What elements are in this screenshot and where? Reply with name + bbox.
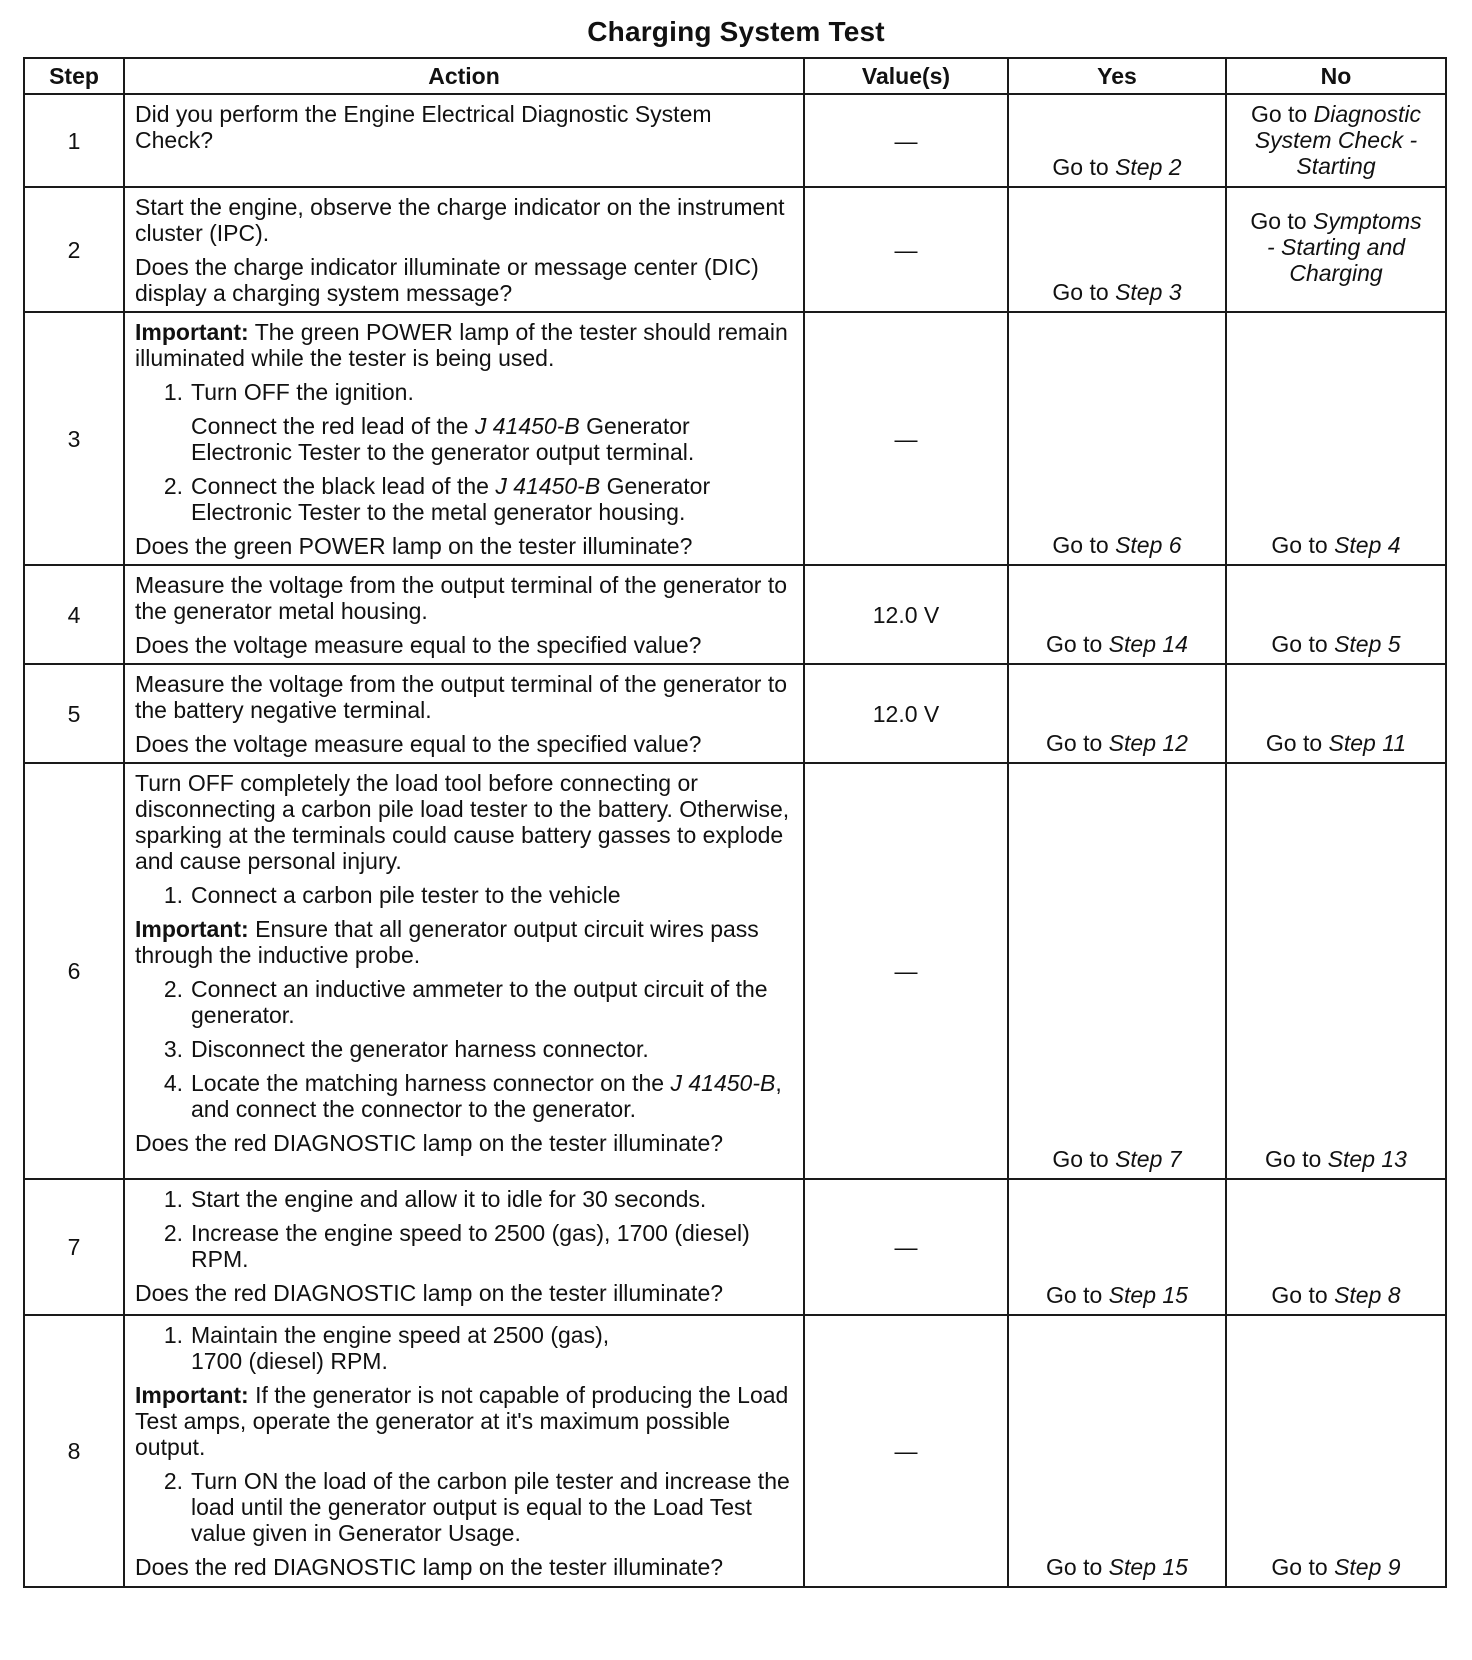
yes-step-link[interactable]: Step 2 (1115, 154, 1182, 180)
important-label: Important: (135, 319, 249, 345)
value-cell: — (804, 1315, 1008, 1587)
yes-step-link[interactable]: Step 15 (1108, 1282, 1188, 1308)
important-label: Important: (135, 1382, 249, 1408)
yes-step-link[interactable]: Step 7 (1115, 1146, 1182, 1172)
no-step-link[interactable]: Step 13 (1327, 1146, 1407, 1172)
yes-cell (1008, 763, 1226, 1179)
list-number: 1. (163, 1322, 183, 1348)
list-item: Increase the engine speed to 2500 (gas), 1700 (diesel) RPM. (191, 1220, 750, 1272)
table-row (24, 1315, 1446, 1587)
action-cell (124, 187, 804, 312)
tool-name: J 41450-B (474, 413, 580, 439)
list-item-text: Generator Electronic Tester to the generator output terminal. (191, 413, 695, 465)
go-to-label: Go to (1265, 730, 1323, 756)
value-cell: — (804, 1179, 1008, 1315)
list-item: Turn OFF the ignition. (191, 379, 414, 405)
list-item: Connect a carbon pile tester to the vehicle (191, 882, 621, 908)
action-question: Does the charge indicator illuminate or message center (DIC) display a charging system message? (135, 254, 759, 306)
list-item: Start the engine and allow it to idle for 30 seconds. (191, 1186, 707, 1212)
step-number: 3 (24, 312, 124, 565)
no-step-link[interactable]: Step 4 (1334, 532, 1401, 558)
list-number: 1. (163, 379, 183, 405)
header-row (24, 58, 1446, 94)
step-number: 1 (24, 94, 124, 187)
no-cell (1226, 565, 1446, 664)
list-item: Disconnect the generator harness connector. (191, 1036, 649, 1062)
action-text: Did you perform the Engine Electrical Diagnostic System Check? (135, 101, 712, 153)
step-number: 6 (24, 763, 124, 1179)
yes-step-link[interactable]: Step 14 (1108, 631, 1188, 657)
no-step-link[interactable]: Step 9 (1334, 1554, 1401, 1580)
list-item-text: Maintain the engine speed at 2500 (gas), (191, 1322, 610, 1348)
go-to-label: Go to (1271, 1554, 1328, 1580)
action-text: Measure the voltage from the output terminal of the generator to the generator metal housing. (135, 572, 788, 624)
header-action: Action (124, 58, 804, 94)
go-to-label: Go to (1052, 279, 1109, 305)
header-values: Value(s) (804, 58, 1008, 94)
go-to-label: Go to (1250, 207, 1307, 234)
go-to-label: Go to (1265, 1146, 1322, 1172)
no-cell (1226, 187, 1446, 312)
list-number: 4. (163, 1070, 183, 1096)
step-number: 5 (24, 664, 124, 763)
list-item-text: Connect the red lead of the (191, 413, 469, 439)
yes-step-link[interactable]: Step 15 (1108, 1554, 1188, 1580)
yes-cell (1008, 187, 1226, 312)
warning-text: Turn OFF completely the load tool before connecting or disconnecting a carbon pile load tester to the battery. Otherwise, sparking at the terminals could cause battery gasses to explode and cause personal injury. (135, 770, 790, 874)
action-question: Does the red DIAGNOSTIC lamp on the tester illuminate? (135, 1280, 724, 1306)
list-item: Connect an inductive ammeter to the output circuit of the generator. (191, 976, 768, 1028)
go-to-label: Go to (1250, 101, 1308, 127)
step-number: 7 (24, 1179, 124, 1315)
go-to-label: Go to (1046, 631, 1103, 657)
step-number: 8 (24, 1315, 124, 1587)
value-cell: — (804, 187, 1008, 312)
list-number: 2. (163, 1220, 183, 1246)
important-text: The green POWER lamp of the tester should remain illuminated while the tester is being used. (135, 319, 788, 371)
action-cell (124, 94, 804, 187)
list-item-text: Connect the black lead of the (191, 473, 489, 499)
yes-cell (1008, 94, 1226, 187)
action-cell (124, 1315, 804, 1587)
no-cell (1226, 763, 1446, 1179)
action-question: Does the red DIAGNOSTIC lamp on the tester illuminate? (135, 1554, 724, 1580)
list-number: 2. (163, 1468, 183, 1494)
list-item-text: Generator Electronic Tester to the metal generator housing. (191, 473, 711, 525)
list-number: 1. (163, 882, 183, 908)
go-to-label: Go to (1046, 1554, 1103, 1580)
list-item: Turn ON the load of the carbon pile tester and increase the load until the generator output is equal to the Load Test value given in Generator Usage. (191, 1468, 790, 1546)
yes-cell (1008, 565, 1226, 664)
yes-cell (1008, 312, 1226, 565)
action-question: Does the green POWER lamp on the tester illuminate? (135, 533, 693, 559)
table-row (24, 312, 1446, 565)
value-cell: — (804, 94, 1008, 187)
action-cell (124, 565, 804, 664)
yes-cell (1008, 1179, 1226, 1315)
value-cell: 12.0 V (804, 664, 1008, 763)
table-row (24, 565, 1446, 664)
action-question: Does the voltage measure equal to the specified value? (135, 731, 702, 757)
list-number: 3. (163, 1036, 183, 1062)
action-cell (124, 312, 804, 565)
step-number: 2 (24, 187, 124, 312)
no-cell (1226, 664, 1446, 763)
value-cell: — (804, 312, 1008, 565)
go-to-label: Go to (1271, 532, 1328, 558)
no-link-line3[interactable]: Starting (1296, 153, 1376, 179)
action-text: Start the engine, observe the charge indicator on the instrument cluster (IPC). (135, 194, 785, 246)
list-item-text: 1700 (diesel) RPM. (191, 1348, 388, 1374)
no-step-link[interactable]: Step 11 (1328, 730, 1407, 756)
value-cell: 12.0 V (804, 565, 1008, 664)
table-row (24, 763, 1446, 1179)
go-to-label: Go to (1052, 532, 1109, 558)
list-number: 2. (163, 976, 183, 1002)
no-step-link[interactable]: Step 8 (1334, 1282, 1401, 1308)
list-item-text: , and connect the connector to the generator. (191, 1070, 782, 1122)
yes-cell (1008, 1315, 1226, 1587)
yes-step-link[interactable]: Step 12 (1108, 730, 1188, 756)
no-link-line1[interactable]: Diagnostic (1313, 101, 1422, 127)
step-number: 4 (24, 565, 124, 664)
go-to-label: Go to (1052, 154, 1109, 180)
yes-cell (1008, 664, 1226, 763)
no-link-line2[interactable]: - Starting and (1266, 233, 1406, 260)
no-step-link[interactable]: Step 5 (1334, 631, 1401, 657)
important-text: If the generator is not capable of producing the Load Test amps, operate the generator at it's maximum possible output. (135, 1382, 789, 1460)
action-question: Does the voltage measure equal to the specified value? (135, 632, 702, 658)
go-to-label: Go to (1052, 1146, 1109, 1172)
list-item-text: Locate the matching harness connector on the (191, 1070, 665, 1096)
action-cell (124, 763, 804, 1179)
charging-system-test-table (23, 57, 1447, 1588)
tool-name: J 41450-B (495, 473, 601, 499)
no-cell (1226, 94, 1446, 187)
header-no: No (1226, 58, 1446, 94)
no-link-line3[interactable]: Charging (1289, 259, 1383, 286)
action-cell (124, 664, 804, 763)
no-cell (1226, 312, 1446, 565)
no-cell (1226, 1315, 1446, 1587)
tool-name: J 41450-B (670, 1070, 776, 1096)
page-title: Charging System Test (587, 16, 885, 47)
value-cell: — (804, 763, 1008, 1179)
list-number: 2. (163, 473, 183, 499)
table-row (24, 187, 1446, 312)
list-number: 1. (163, 1186, 183, 1212)
header-yes: Yes (1008, 58, 1226, 94)
table-row (24, 94, 1446, 187)
header-step: Step (24, 58, 124, 94)
go-to-label: Go to (1046, 1282, 1103, 1308)
table-row (24, 664, 1446, 763)
go-to-label: Go to (1271, 1282, 1328, 1308)
yes-step-link[interactable]: Step 6 (1115, 532, 1182, 558)
no-cell (1226, 1179, 1446, 1315)
action-question: Does the red DIAGNOSTIC lamp on the tester illuminate? (135, 1130, 724, 1156)
important-text: Ensure that all generator output circuit wires pass through the inductive probe. (135, 916, 759, 968)
important-label: Important: (135, 916, 249, 942)
action-cell (124, 1179, 804, 1315)
yes-step-link[interactable]: Step 3 (1115, 279, 1182, 305)
action-text: Measure the voltage from the output terminal of the generator to the battery negative terminal. (135, 671, 788, 723)
no-link-line1[interactable]: Symptoms (1313, 207, 1422, 234)
table-row (24, 1179, 1446, 1315)
go-to-label: Go to (1046, 730, 1103, 756)
go-to-label: Go to (1271, 631, 1328, 657)
no-link-line2[interactable]: System Check - (1254, 127, 1418, 153)
